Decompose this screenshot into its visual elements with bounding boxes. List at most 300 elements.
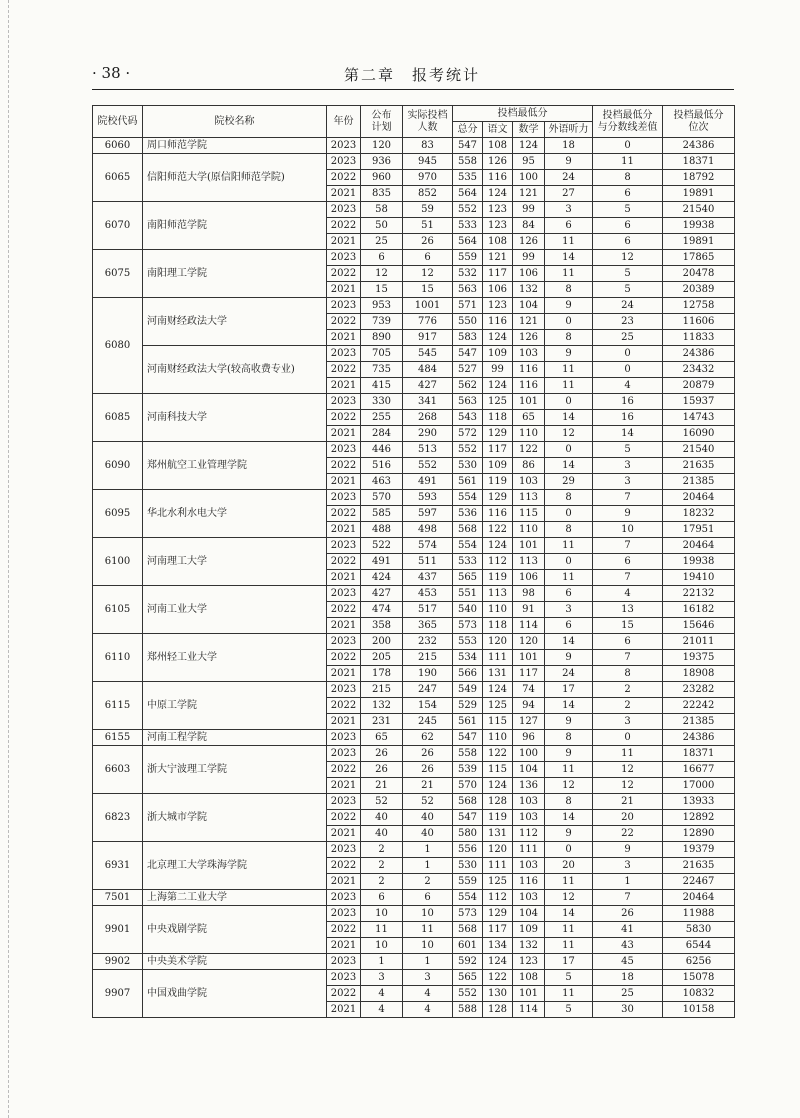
cell-listening: 11 [545, 234, 593, 250]
cell-math: 120 [513, 634, 545, 650]
cell-math: 86 [513, 458, 545, 474]
cell-actual: 4 [403, 1002, 453, 1018]
cell-actual: 427 [403, 378, 453, 394]
cell-math: 113 [513, 554, 545, 570]
cell-rank: 21540 [663, 442, 735, 458]
cell-chinese: 124 [483, 778, 513, 794]
cell-actual: 26 [403, 762, 453, 778]
cell-diff: 6 [593, 186, 663, 202]
cell-total: 583 [453, 330, 483, 346]
cell-actual: 6 [403, 890, 453, 906]
cell-actual: 491 [403, 474, 453, 490]
cell-math: 122 [513, 442, 545, 458]
cell-actual: 40 [403, 810, 453, 826]
cell-total: 554 [453, 490, 483, 506]
cell-diff: 5 [593, 442, 663, 458]
cell-math: 65 [513, 410, 545, 426]
page-header [92, 62, 732, 86]
cell-actual: 917 [403, 330, 453, 346]
cell-plan: 936 [361, 154, 403, 170]
cell-year: 2022 [327, 810, 361, 826]
cell-year: 2021 [327, 522, 361, 538]
cell-chinese: 129 [483, 906, 513, 922]
cell-plan: 6 [361, 890, 403, 906]
cell-diff: 14 [593, 426, 663, 442]
cell-rank: 17951 [663, 522, 735, 538]
cell-rank: 21385 [663, 474, 735, 490]
cell-diff: 0 [593, 362, 663, 378]
cell-total: 556 [453, 842, 483, 858]
school-code: 9901 [93, 906, 143, 954]
cell-listening: 11 [545, 378, 593, 394]
school-name: 河南财经政法大学 [143, 298, 327, 346]
cell-total: 561 [453, 474, 483, 490]
cell-listening: 8 [545, 730, 593, 746]
cell-total: 550 [453, 314, 483, 330]
cell-year: 2023 [327, 970, 361, 986]
cell-chinese: 118 [483, 618, 513, 634]
cell-chinese: 112 [483, 554, 513, 570]
cell-year: 2022 [327, 762, 361, 778]
cell-listening: 20 [545, 858, 593, 874]
cell-chinese: 122 [483, 746, 513, 762]
cell-actual: 453 [403, 586, 453, 602]
cell-total: 592 [453, 954, 483, 970]
cell-rank: 18371 [663, 746, 735, 762]
cell-total: 572 [453, 426, 483, 442]
cell-diff: 9 [593, 842, 663, 858]
cell-total: 553 [453, 634, 483, 650]
cell-math: 127 [513, 714, 545, 730]
cell-total: 559 [453, 250, 483, 266]
cell-diff: 11 [593, 154, 663, 170]
cell-chinese: 134 [483, 938, 513, 954]
cell-math: 104 [513, 298, 545, 314]
header-total: 总分 [453, 122, 483, 138]
cell-year: 2023 [327, 538, 361, 554]
cell-rank: 16090 [663, 426, 735, 442]
cell-diff: 3 [593, 858, 663, 874]
cell-plan: 330 [361, 394, 403, 410]
school-name: 华北水利水电大学 [143, 490, 327, 538]
cell-diff: 7 [593, 570, 663, 586]
table-row [93, 138, 735, 154]
cell-actual: 245 [403, 714, 453, 730]
cell-diff: 25 [593, 986, 663, 1002]
cell-actual: 247 [403, 682, 453, 698]
cell-actual: 2 [403, 874, 453, 890]
cell-rank: 12890 [663, 826, 735, 842]
cell-year: 2022 [327, 986, 361, 1002]
cell-plan: 6 [361, 250, 403, 266]
cell-actual: 776 [403, 314, 453, 330]
cell-rank: 5830 [663, 922, 735, 938]
cell-total: 534 [453, 650, 483, 666]
cell-diff: 12 [593, 778, 663, 794]
cell-math: 74 [513, 682, 545, 698]
cell-actual: 26 [403, 234, 453, 250]
cell-listening: 11 [545, 938, 593, 954]
header-row-1 [93, 106, 735, 122]
cell-rank: 18908 [663, 666, 735, 682]
cell-rank: 18792 [663, 170, 735, 186]
table-row [93, 842, 735, 858]
cell-listening: 29 [545, 474, 593, 490]
cell-year: 2022 [327, 410, 361, 426]
cell-total: 533 [453, 554, 483, 570]
cell-total: 540 [453, 602, 483, 618]
cell-diff: 45 [593, 954, 663, 970]
cell-listening: 11 [545, 762, 593, 778]
cell-chinese: 124 [483, 186, 513, 202]
cell-total: 564 [453, 234, 483, 250]
cell-year: 2021 [327, 874, 361, 890]
cell-chinese: 131 [483, 826, 513, 842]
cell-rank: 17000 [663, 778, 735, 794]
cell-total: 554 [453, 538, 483, 554]
school-code: 6603 [93, 746, 143, 794]
cell-chinese: 122 [483, 970, 513, 986]
cell-plan: 10 [361, 906, 403, 922]
cell-diff: 11 [593, 746, 663, 762]
cell-chinese: 110 [483, 730, 513, 746]
cell-actual: 62 [403, 730, 453, 746]
cell-year: 2023 [327, 906, 361, 922]
cell-listening: 6 [545, 618, 593, 634]
cell-total: 566 [453, 666, 483, 682]
cell-plan: 50 [361, 218, 403, 234]
cell-chinese: 123 [483, 218, 513, 234]
cell-chinese: 122 [483, 522, 513, 538]
cell-math: 110 [513, 522, 545, 538]
cell-rank: 22242 [663, 698, 735, 714]
cell-year: 2023 [327, 682, 361, 698]
cell-total: 552 [453, 442, 483, 458]
cell-year: 2022 [327, 266, 361, 282]
cell-rank: 20464 [663, 490, 735, 506]
cell-rank: 19938 [663, 218, 735, 234]
school-name: 郑州航空工业管理学院 [143, 442, 327, 490]
cell-actual: 59 [403, 202, 453, 218]
cell-rank: 20464 [663, 890, 735, 906]
table-row [93, 906, 735, 922]
cell-total: 543 [453, 410, 483, 426]
cell-total: 529 [453, 698, 483, 714]
cell-total: 564 [453, 186, 483, 202]
table-row [93, 394, 735, 410]
cell-total: 558 [453, 154, 483, 170]
cell-rank: 22132 [663, 586, 735, 602]
cell-chinese: 110 [483, 602, 513, 618]
school-code: 6155 [93, 730, 143, 746]
table-row [93, 490, 735, 506]
school-code: 6070 [93, 202, 143, 250]
cell-year: 2023 [327, 730, 361, 746]
cell-diff: 16 [593, 394, 663, 410]
cell-year: 2021 [327, 186, 361, 202]
cell-year: 2021 [327, 234, 361, 250]
cell-math: 108 [513, 970, 545, 986]
cell-total: 554 [453, 890, 483, 906]
school-code: 9907 [93, 970, 143, 1018]
cell-actual: 545 [403, 346, 453, 362]
cell-math: 123 [513, 954, 545, 970]
cell-total: 536 [453, 506, 483, 522]
cell-plan: 570 [361, 490, 403, 506]
cell-year: 2021 [327, 714, 361, 730]
cell-math: 112 [513, 826, 545, 842]
school-name: 信阳师范大学(原信阳师范学院) [143, 154, 327, 202]
cell-year: 2023 [327, 634, 361, 650]
cell-chinese: 131 [483, 666, 513, 682]
cell-chinese: 106 [483, 282, 513, 298]
cell-math: 114 [513, 618, 545, 634]
cell-year: 2022 [327, 458, 361, 474]
cell-math: 91 [513, 602, 545, 618]
header-diff: 投档最低分 与分数线差值 [593, 106, 663, 138]
table-row [93, 746, 735, 762]
cell-diff: 6 [593, 554, 663, 570]
cell-rank: 13933 [663, 794, 735, 810]
cell-year: 2023 [327, 490, 361, 506]
cell-chinese: 129 [483, 490, 513, 506]
cell-listening: 14 [545, 410, 593, 426]
cell-rank: 11606 [663, 314, 735, 330]
cell-chinese: 120 [483, 634, 513, 650]
cell-diff: 0 [593, 346, 663, 362]
cell-math: 115 [513, 506, 545, 522]
cell-rank: 19379 [663, 842, 735, 858]
cell-diff: 16 [593, 410, 663, 426]
cell-year: 2023 [327, 794, 361, 810]
cell-actual: 517 [403, 602, 453, 618]
cell-total: 551 [453, 586, 483, 602]
cell-rank: 12892 [663, 810, 735, 826]
cell-chinese: 109 [483, 346, 513, 362]
cell-year: 2023 [327, 250, 361, 266]
school-code: 6095 [93, 490, 143, 538]
cell-diff: 4 [593, 378, 663, 394]
cell-actual: 597 [403, 506, 453, 522]
cell-total: 561 [453, 714, 483, 730]
cell-chinese: 115 [483, 762, 513, 778]
cell-plan: 26 [361, 746, 403, 762]
cell-chinese: 119 [483, 810, 513, 826]
cell-diff: 23 [593, 314, 663, 330]
cell-year: 2022 [327, 362, 361, 378]
cell-year: 2022 [327, 170, 361, 186]
cell-chinese: 109 [483, 458, 513, 474]
table-row [93, 586, 735, 602]
cell-listening: 14 [545, 698, 593, 714]
cell-listening: 24 [545, 666, 593, 682]
cell-plan: 585 [361, 506, 403, 522]
cell-plan: 21 [361, 778, 403, 794]
cell-plan: 231 [361, 714, 403, 730]
table-row [93, 954, 735, 970]
cell-listening: 24 [545, 170, 593, 186]
cell-math: 109 [513, 922, 545, 938]
cell-chinese: 124 [483, 378, 513, 394]
cell-listening: 6 [545, 218, 593, 234]
cell-math: 116 [513, 362, 545, 378]
cell-plan: 26 [361, 762, 403, 778]
cell-actual: 365 [403, 618, 453, 634]
cell-chinese: 119 [483, 570, 513, 586]
cell-chinese: 116 [483, 506, 513, 522]
cell-chinese: 124 [483, 954, 513, 970]
cell-listening: 8 [545, 522, 593, 538]
cell-actual: 51 [403, 218, 453, 234]
cell-actual: 498 [403, 522, 453, 538]
cell-plan: 10 [361, 938, 403, 954]
cell-total: 559 [453, 874, 483, 890]
cell-rank: 14743 [663, 410, 735, 426]
cell-chinese: 113 [483, 586, 513, 602]
cell-actual: 1 [403, 858, 453, 874]
cell-year: 2021 [327, 618, 361, 634]
cell-actual: 15 [403, 282, 453, 298]
cell-diff: 8 [593, 170, 663, 186]
cell-total: 570 [453, 778, 483, 794]
cell-year: 2022 [327, 218, 361, 234]
cell-actual: 341 [403, 394, 453, 410]
cell-rank: 19938 [663, 554, 735, 570]
cell-math: 99 [513, 250, 545, 266]
cell-math: 121 [513, 314, 545, 330]
cell-plan: 3 [361, 970, 403, 986]
cell-actual: 511 [403, 554, 453, 570]
cell-listening: 9 [545, 346, 593, 362]
cell-math: 99 [513, 202, 545, 218]
school-name: 河南理工大学 [143, 538, 327, 586]
cell-total: 563 [453, 282, 483, 298]
cell-math: 126 [513, 234, 545, 250]
cell-math: 103 [513, 810, 545, 826]
cell-chinese: 124 [483, 682, 513, 698]
cell-diff: 5 [593, 282, 663, 298]
cell-total: 562 [453, 378, 483, 394]
cell-rank: 19891 [663, 234, 735, 250]
cell-chinese: 124 [483, 538, 513, 554]
table-row [93, 682, 735, 698]
cell-total: 527 [453, 362, 483, 378]
cell-rank: 24386 [663, 346, 735, 362]
cell-math: 110 [513, 426, 545, 442]
header-min-score-group: 投档最低分 [453, 106, 593, 122]
school-code: 6085 [93, 394, 143, 442]
cell-listening: 12 [545, 778, 593, 794]
cell-total: 552 [453, 202, 483, 218]
cell-year: 2023 [327, 442, 361, 458]
cell-plan: 516 [361, 458, 403, 474]
table-row [93, 634, 735, 650]
cell-rank: 20478 [663, 266, 735, 282]
cell-diff: 0 [593, 138, 663, 154]
cell-actual: 3 [403, 970, 453, 986]
cell-actual: 6 [403, 250, 453, 266]
cell-rank: 21540 [663, 202, 735, 218]
cell-diff: 12 [593, 250, 663, 266]
cell-math: 117 [513, 666, 545, 682]
cell-plan: 284 [361, 426, 403, 442]
cell-diff: 43 [593, 938, 663, 954]
school-code: 6090 [93, 442, 143, 490]
cell-diff: 22 [593, 826, 663, 842]
header-math: 数学 [513, 122, 545, 138]
cell-plan: 120 [361, 138, 403, 154]
cell-plan: 358 [361, 618, 403, 634]
cell-total: 565 [453, 570, 483, 586]
cell-diff: 7 [593, 890, 663, 906]
cell-actual: 26 [403, 746, 453, 762]
cell-total: 558 [453, 746, 483, 762]
cell-chinese: 128 [483, 794, 513, 810]
cell-actual: 437 [403, 570, 453, 586]
cell-chinese: 123 [483, 298, 513, 314]
cell-actual: 574 [403, 538, 453, 554]
cell-rank: 21385 [663, 714, 735, 730]
cell-diff: 2 [593, 698, 663, 714]
cell-diff: 24 [593, 298, 663, 314]
school-name: 上海第二工业大学 [143, 890, 327, 906]
cell-actual: 852 [403, 186, 453, 202]
cell-chinese: 117 [483, 266, 513, 282]
cell-chinese: 112 [483, 890, 513, 906]
cell-diff: 41 [593, 922, 663, 938]
cell-plan: 12 [361, 266, 403, 282]
cell-actual: 1 [403, 842, 453, 858]
cell-rank: 11988 [663, 906, 735, 922]
cell-actual: 945 [403, 154, 453, 170]
cell-actual: 513 [403, 442, 453, 458]
cell-diff: 30 [593, 1002, 663, 1018]
cell-rank: 10158 [663, 1002, 735, 1018]
cell-listening: 6 [545, 586, 593, 602]
cell-math: 113 [513, 490, 545, 506]
cell-plan: 2 [361, 874, 403, 890]
cell-year: 2022 [327, 554, 361, 570]
cell-plan: 2 [361, 842, 403, 858]
cell-year: 2021 [327, 826, 361, 842]
school-code: 6080 [93, 298, 143, 394]
cell-year: 2023 [327, 746, 361, 762]
page-number: · 38 · [92, 64, 131, 82]
cell-year: 2021 [327, 282, 361, 298]
cell-plan: 40 [361, 810, 403, 826]
cell-diff: 5 [593, 202, 663, 218]
cell-math: 132 [513, 938, 545, 954]
cell-actual: 83 [403, 138, 453, 154]
cell-year: 2021 [327, 474, 361, 490]
table-row [93, 202, 735, 218]
cell-listening: 11 [545, 570, 593, 586]
cell-plan: 424 [361, 570, 403, 586]
school-code: 6100 [93, 538, 143, 586]
cell-year: 2023 [327, 202, 361, 218]
cell-listening: 11 [545, 874, 593, 890]
cell-listening: 5 [545, 970, 593, 986]
cell-actual: 21 [403, 778, 453, 794]
cell-math: 106 [513, 570, 545, 586]
cell-listening: 14 [545, 458, 593, 474]
cell-diff: 10 [593, 522, 663, 538]
cell-rank: 20879 [663, 378, 735, 394]
cell-listening: 11 [545, 266, 593, 282]
cell-listening: 8 [545, 490, 593, 506]
cell-actual: 232 [403, 634, 453, 650]
cell-rank: 23282 [663, 682, 735, 698]
